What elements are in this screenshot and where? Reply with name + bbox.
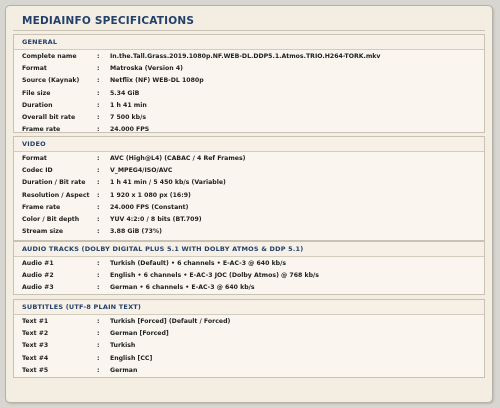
mediainfo-panel <box>5 5 493 403</box>
row-value: German <box>110 366 138 374</box>
row-separator: : <box>97 272 100 280</box>
row-separator: : <box>97 203 100 211</box>
row-value: 1 h 41 min / 5 450 kb/s (Variable) <box>110 179 226 187</box>
audio-row-3 <box>14 282 484 294</box>
row-separator: : <box>97 191 100 199</box>
row-label: Codec ID <box>22 167 53 175</box>
row-separator: : <box>97 113 100 121</box>
row-value: YUV 4:2:0 / 8 bits (BT.709) <box>110 215 202 223</box>
general-section <box>13 34 485 133</box>
audio-section <box>13 241 485 295</box>
row-separator: : <box>97 77 100 85</box>
row-label: Duration / Bit rate <box>22 179 86 187</box>
video-row-color-bit-depth <box>14 214 484 226</box>
row-separator: : <box>97 101 100 109</box>
row-value: 5.34 GiB <box>110 89 140 97</box>
row-label: Text #5 <box>22 366 49 374</box>
row-separator: : <box>97 126 100 134</box>
audio-row-2 <box>14 270 484 282</box>
row-value: 7 500 kb/s <box>110 113 147 121</box>
video-rows <box>14 152 484 238</box>
subtitle-row-4 <box>14 353 484 365</box>
row-separator: : <box>97 215 100 223</box>
general-row-frame-rate <box>14 124 484 136</box>
row-value: German • 6 channels • E-AC-3 @ 640 kb/s <box>110 284 255 292</box>
row-label: Resolution / Aspect <box>22 191 90 199</box>
row-label: Audio #3 <box>22 284 54 292</box>
row-label: Frame rate <box>22 126 61 134</box>
row-label: Source (Kaynak) <box>22 77 80 85</box>
video-section <box>13 136 485 241</box>
video-section-header: VIDEO <box>14 137 484 152</box>
row-separator: : <box>97 330 100 338</box>
row-value: English • 6 channels • E-AC-3 JOC (Dolby Atmos) @ 768 kb/s <box>110 272 319 280</box>
audio-row-1 <box>14 258 484 270</box>
row-separator: : <box>97 260 100 267</box>
general-row-complete-name <box>14 51 484 63</box>
row-label: Text #3 <box>22 342 49 350</box>
row-value: AVC (High@L4) (CABAC / 4 Ref Frames) <box>110 155 246 162</box>
subtitles-section <box>13 299 485 378</box>
row-value: Netflix (NF) WEB-DL 1080p <box>110 77 204 85</box>
video-row-format <box>14 153 484 165</box>
row-label: Overall bit rate <box>22 113 76 121</box>
row-separator: : <box>97 354 100 362</box>
row-separator: : <box>97 284 100 292</box>
general-row-overall-bit-rate <box>14 112 484 124</box>
subtitle-row-5 <box>14 365 484 377</box>
video-row-resolution-aspect <box>14 190 484 202</box>
row-separator: : <box>97 65 100 73</box>
row-value: 1 h 41 min <box>110 101 147 109</box>
row-label: Frame rate <box>22 203 61 211</box>
video-row-stream-size <box>14 226 484 238</box>
row-value: Turkish [Forced] (Default / Forced) <box>110 318 231 325</box>
row-label: Text #2 <box>22 330 49 338</box>
row-value: V_MPEG4/ISO/AVC <box>110 167 173 175</box>
row-value: Turkish <box>110 342 136 350</box>
general-row-source <box>14 75 484 87</box>
row-value: 1 920 x 1 080 px (16:9) <box>110 191 191 199</box>
row-label: File size <box>22 89 51 97</box>
row-value: German [Forced] <box>110 330 169 338</box>
title-divider <box>13 30 485 31</box>
video-row-frame-rate <box>14 202 484 214</box>
row-value: 24.000 FPS (Constant) <box>110 203 189 211</box>
row-label: Duration <box>22 101 53 109</box>
row-label: Text #1 <box>22 318 49 325</box>
subtitles-section-header: SUBTITLES (UTF-8 PLAIN TEXT) <box>14 300 484 315</box>
row-separator: : <box>97 366 100 374</box>
general-row-duration <box>14 100 484 112</box>
row-label: Stream size <box>22 228 64 236</box>
video-row-duration-bit-rate <box>14 177 484 189</box>
general-rows <box>14 50 484 136</box>
row-value: In.the.Tall.Grass.2019.1080p.NF.WEB-DL.DDP5.1.Atmos.TRIO.H264-TORK.mkv <box>110 53 381 60</box>
row-value: Turkish (Default) • 6 channels • E-AC-3 @ 640 kb/s <box>110 260 287 267</box>
row-label: Color / Bit depth <box>22 215 80 223</box>
row-label: Text #4 <box>22 354 49 362</box>
subtitles-rows <box>14 315 484 377</box>
row-label: Audio #2 <box>22 272 54 280</box>
row-separator: : <box>97 89 100 97</box>
general-row-format <box>14 63 484 75</box>
subtitle-row-2 <box>14 328 484 340</box>
row-separator: : <box>97 53 100 60</box>
row-separator: : <box>97 228 100 236</box>
row-label: Audio #1 <box>22 260 54 267</box>
row-separator: : <box>97 155 100 162</box>
row-separator: : <box>97 318 100 325</box>
row-label: Complete name <box>22 53 77 60</box>
subtitle-row-1 <box>14 316 484 328</box>
row-label: Format <box>22 65 47 73</box>
row-separator: : <box>97 179 100 187</box>
row-value: 24.000 FPS <box>110 126 150 134</box>
row-value: English [CC] <box>110 354 153 362</box>
video-row-codec-id <box>14 165 484 177</box>
row-value: 3.88 GiB (73%) <box>110 228 162 236</box>
row-separator: : <box>97 167 100 175</box>
row-value: Matroska (Version 4) <box>110 65 183 73</box>
row-label: Format <box>22 155 47 162</box>
audio-section-header: AUDIO TRACKS (DOLBY DIGITAL PLUS 5.1 WITH DOLBY ATMOS & DDP 5.1) <box>14 242 484 257</box>
subtitle-row-3 <box>14 340 484 352</box>
row-separator: : <box>97 342 100 350</box>
general-row-file-size <box>14 88 484 100</box>
audio-rows <box>14 257 484 295</box>
page-title: MEDIAINFO SPECIFICATIONS <box>22 15 195 27</box>
general-section-header: GENERAL <box>14 35 484 50</box>
